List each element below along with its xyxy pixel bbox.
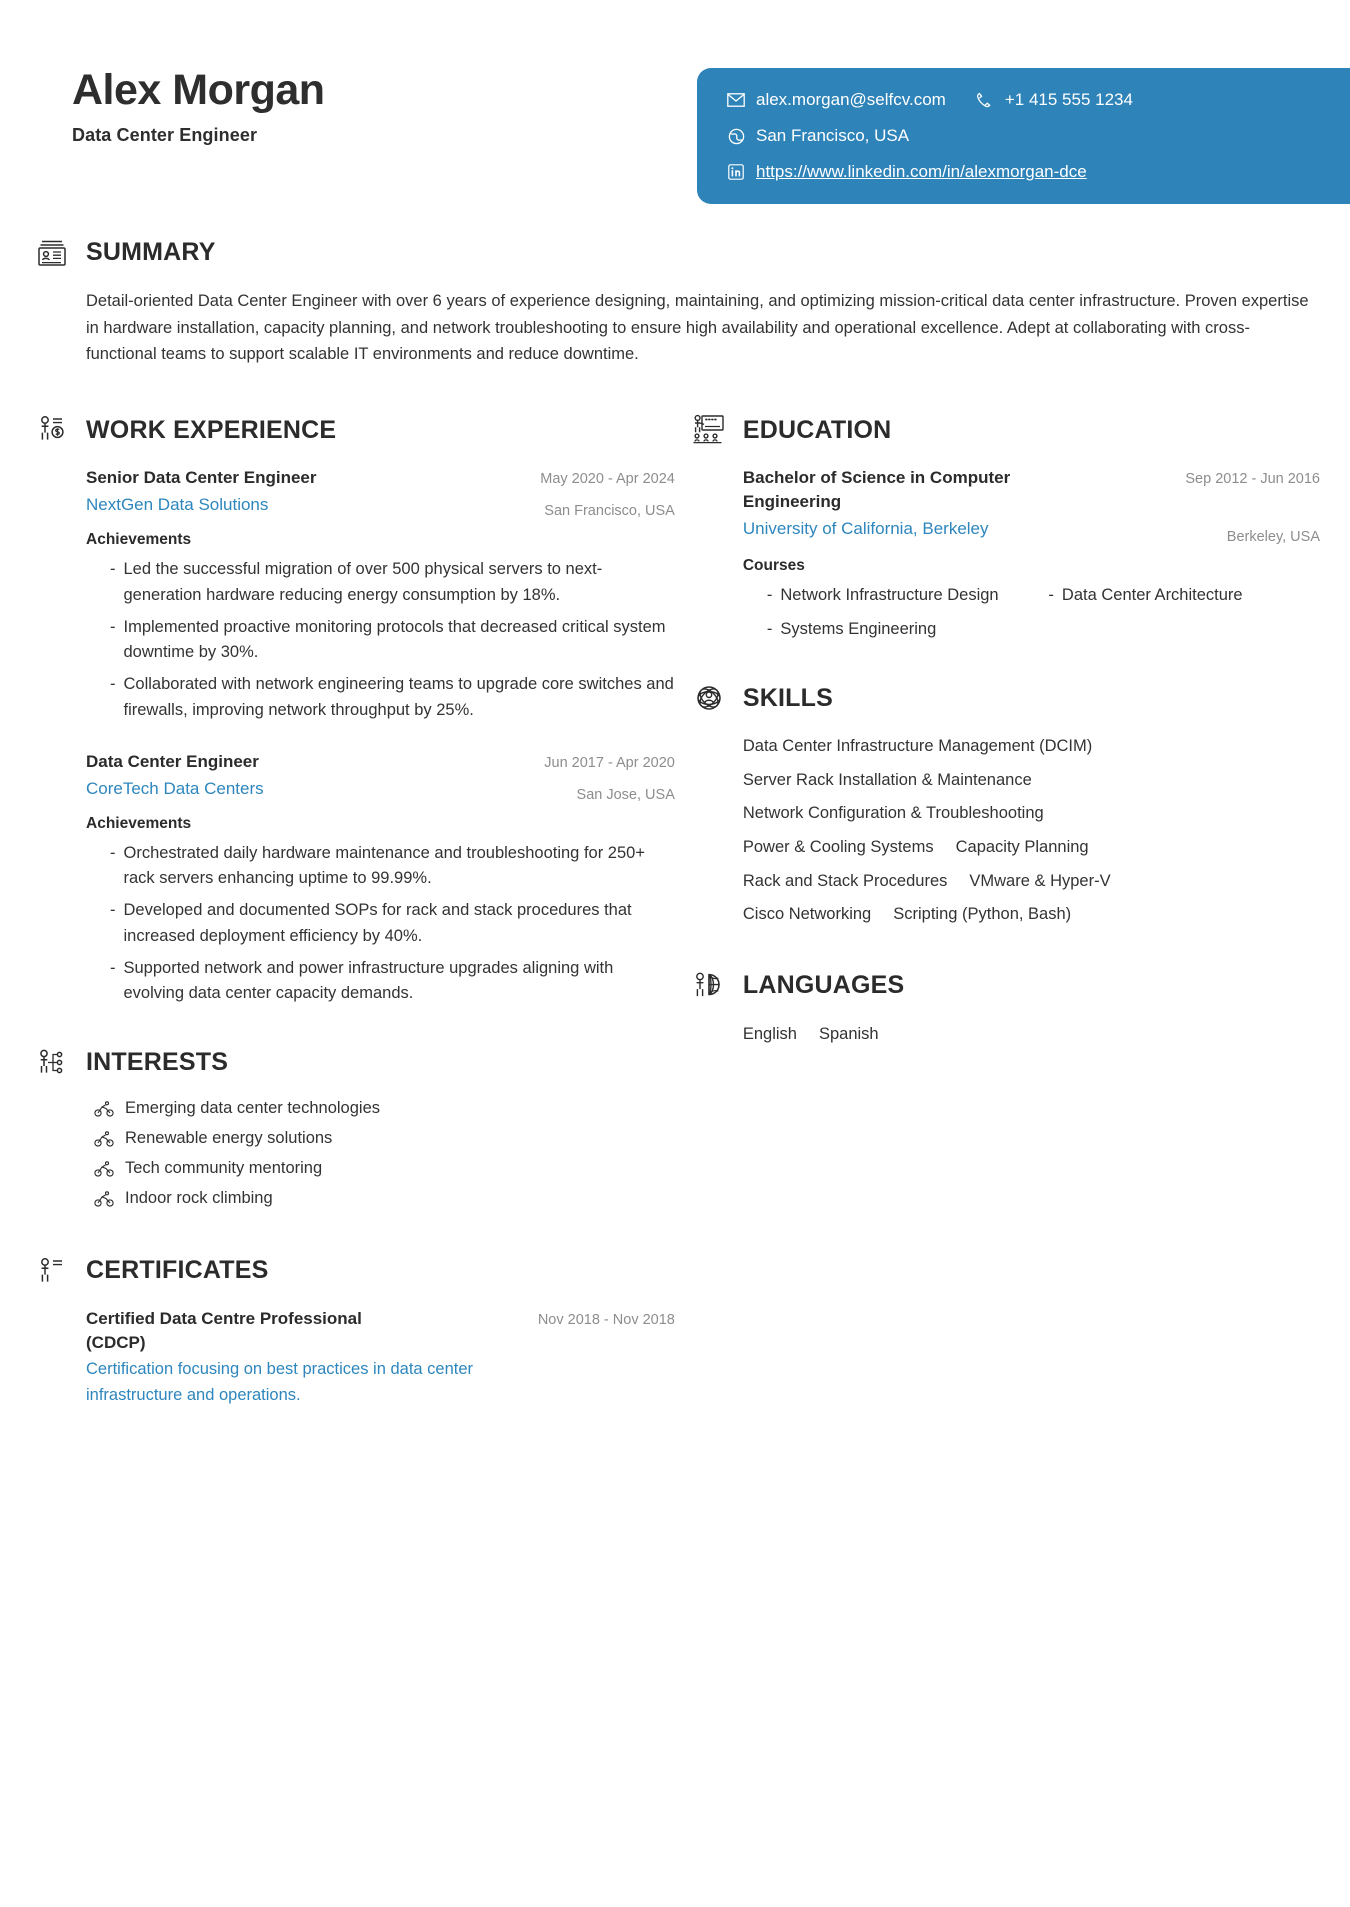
section-title: INTERESTS [86,1048,229,1077]
bullet-dash: - [110,843,116,862]
list-item: Data Center Infrastructure Management (DCIM) [742,737,1093,756]
entry-left [743,466,1078,542]
page-title: Alex Morgan [72,66,325,114]
bullet-dash: - [110,901,116,920]
certificate-entry [86,1307,675,1408]
section-header [687,408,1320,452]
job-title: Data Center Engineer [72,125,258,146]
section-body [30,1099,675,1209]
certificate-name: Certified Data Centre Professional (CDCP) [86,1308,362,1353]
certificate-date: Nov 2018 - Nov 2018 [537,1311,675,1328]
summary-text: Detail-oriented Data Center Engineer with over 6 years of experience designing, maintaining, and optimizing mission-critical data center infrastructure. Proven expertise in hardware installation, capacity planning, and network troubleshooting to ensure high availability and operational excellence. Adept at collaborating with cross-functional teams to support scalable IT environments and reduce downtime. [86,292,1309,364]
contact-linkedin[interactable] [725,162,1087,182]
bullet-dash: - [110,617,116,636]
list-item [110,956,675,1007]
bullet-dash: - [110,958,116,977]
phone-icon [974,91,996,110]
entry-meta [1185,471,1320,545]
right-column [675,408,1320,1081]
list-item: English [742,1024,797,1043]
main-columns [0,408,1350,1442]
education-degree: Bachelor of Science in Computer Engineering [742,468,1011,512]
linkedin-icon [725,163,747,182]
list-item [110,841,675,892]
entry-left [86,1307,410,1355]
education-entry [743,466,1320,642]
list-item [110,557,675,608]
bullet-dash: - [766,586,773,605]
list-item [767,583,1039,609]
work-organization: CoreTech Data Centers [86,778,264,798]
course-text: Data Center Architecture [1061,586,1243,605]
list-item: Server Rack Installation & Maintenance [742,770,1032,789]
section-skills [687,676,1320,927]
bicycle-icon [94,1189,116,1209]
person-globe-icon [687,964,731,1008]
bicycle-icon [94,1129,116,1149]
contact-row [725,162,1350,182]
achievements-label: Achievements [86,814,192,832]
education-school: University of California, Berkeley [742,519,989,539]
work-entry [86,750,675,1007]
section-interests [30,1041,675,1209]
contact-location [725,126,909,146]
work-entry [86,466,675,723]
list-item: VMware & Hyper-V [969,871,1111,890]
contact-email-text: alex.morgan@selfcv.com [756,90,946,109]
list-item [94,1129,675,1149]
section-body [30,1307,675,1408]
section-header [30,230,1320,274]
course-text: Systems Engineering [780,619,937,638]
work-role: Senior Data Center Engineer [86,468,317,488]
section-header [687,676,1320,720]
list-item: Capacity Planning [955,837,1089,856]
resume-header [0,0,1350,230]
section-body [687,1022,1320,1048]
course-text: Network Infrastructure Design [780,586,999,605]
section-title: SKILLS [742,683,833,712]
contact-row [725,90,1350,110]
section-header [30,1249,675,1293]
work-date: Jun 2017 - Apr 2020 [544,754,675,771]
achievements-label: Achievements [86,531,192,549]
section-header [687,964,1320,1008]
list-item: Spanish [818,1024,879,1043]
entry-left [86,750,264,802]
bicycle-icon [94,1159,116,1179]
entry-line [86,750,675,803]
section-work-experience [30,408,675,1007]
entry-line [86,1307,675,1355]
list-item [94,1189,675,1209]
envelope-icon [725,91,747,110]
contact-phone-text: +1 415 555 1234 [1004,90,1133,109]
bullet-text: Implemented proactive monitoring protocols that decreased critical system downtime by 30%. [123,617,666,662]
section-languages [687,964,1320,1048]
entry-left [86,466,317,518]
section-body [687,466,1320,642]
bullet-dash: - [1048,586,1054,605]
list-item [94,1099,675,1119]
certificate-description: Certification focusing on best practices in data center infrastructure and operations. [86,1360,474,1404]
person-network-icon [30,1041,74,1085]
work-date: May 2020 - Apr 2024 [540,471,675,488]
list-item: Rack and Stack Procedures [742,871,948,890]
section-title: EDUCATION [742,415,892,444]
presentation-board-icon [687,408,731,452]
bullet-text: Collaborated with network engineering teams to upgrade core switches and firewalls, improving network throughput by 25%. [123,675,674,719]
work-bullets [86,841,675,1007]
section-header [30,1041,675,1085]
contact-phone[interactable] [974,90,1133,110]
entry-meta [540,471,675,519]
work-bullets [86,557,675,723]
person-atom-icon [687,676,731,720]
work-role: Data Center Engineer [86,751,259,771]
list-item [94,1159,675,1179]
courses-label: Courses [742,557,805,575]
work-location: San Francisco, USA [544,503,675,520]
interest-text: Tech community mentoring [125,1159,323,1178]
bullet-text: Led the successful migration of over 500 physical servers to next-generation hardware reducing energy consumption by 18%. [123,560,603,604]
entry-line [743,466,1320,545]
contact-panel [697,68,1350,204]
list-item [110,615,675,666]
skills-list [743,734,1173,927]
interest-text: Emerging data center technologies [125,1099,380,1118]
section-summary [30,230,1320,368]
list-item: Scripting (Python, Bash) [893,905,1072,924]
list-item [110,672,675,723]
bullet-dash: - [766,619,773,638]
work-organization: NextGen Data Solutions [86,495,269,515]
entry-meta [538,1312,675,1328]
section-education [687,408,1320,642]
interest-text: Indoor rock climbing [125,1189,273,1208]
section-body [30,466,675,1007]
id-card-icon [30,230,74,274]
work-location: San Jose, USA [576,786,675,803]
list-item [1048,583,1320,609]
list-item [767,617,1039,643]
person-salary-icon [30,408,74,452]
left-column [30,408,675,1442]
bicycle-icon [94,1099,116,1119]
bullet-text: Developed and documented SOPs for rack and stack procedures that increased deployment efficiency by 40%. [123,901,632,945]
globe-icon [725,127,747,146]
courses-grid [743,583,1320,642]
contact-row [725,126,1350,146]
bullet-text: Orchestrated daily hardware maintenance and troubleshooting for 250+ rack servers enhancing uptime to 99.99%. [123,843,645,888]
section-title: LANGUAGES [742,971,905,1000]
list-item [110,898,675,949]
list-item: Network Configuration & Troubleshooting [742,804,1044,823]
contact-location-text: San Francisco, USA [756,126,910,145]
section-header [30,408,675,452]
section-certificates [30,1249,675,1408]
entry-meta [544,755,675,803]
bullet-dash: - [110,675,116,694]
contact-linkedin-link[interactable]: https://www.linkedin.com/in/alexmorgan-dce [756,162,1087,181]
section-body [687,734,1320,927]
section-title: SUMMARY [86,237,216,266]
entry-line [86,466,675,519]
list-item: Power & Cooling Systems [742,837,934,856]
section-title: CERTIFICATES [86,1256,269,1285]
contact-email[interactable] [725,90,946,110]
bullet-text: Supported network and power infrastructure upgrades aligning with evolving data center capacity demands. [123,958,614,1003]
section-body [30,288,1320,368]
interest-text: Renewable energy solutions [125,1129,333,1148]
education-date: Sep 2012 - Jun 2016 [1185,471,1320,488]
education-location: Berkeley, USA [1226,529,1320,546]
bullet-dash: - [110,560,116,579]
section-title: WORK EXPERIENCE [86,415,337,444]
list-item: Cisco Networking [742,905,872,924]
name-block [72,68,325,146]
languages-list [743,1022,1320,1048]
person-lines-icon [30,1249,74,1293]
